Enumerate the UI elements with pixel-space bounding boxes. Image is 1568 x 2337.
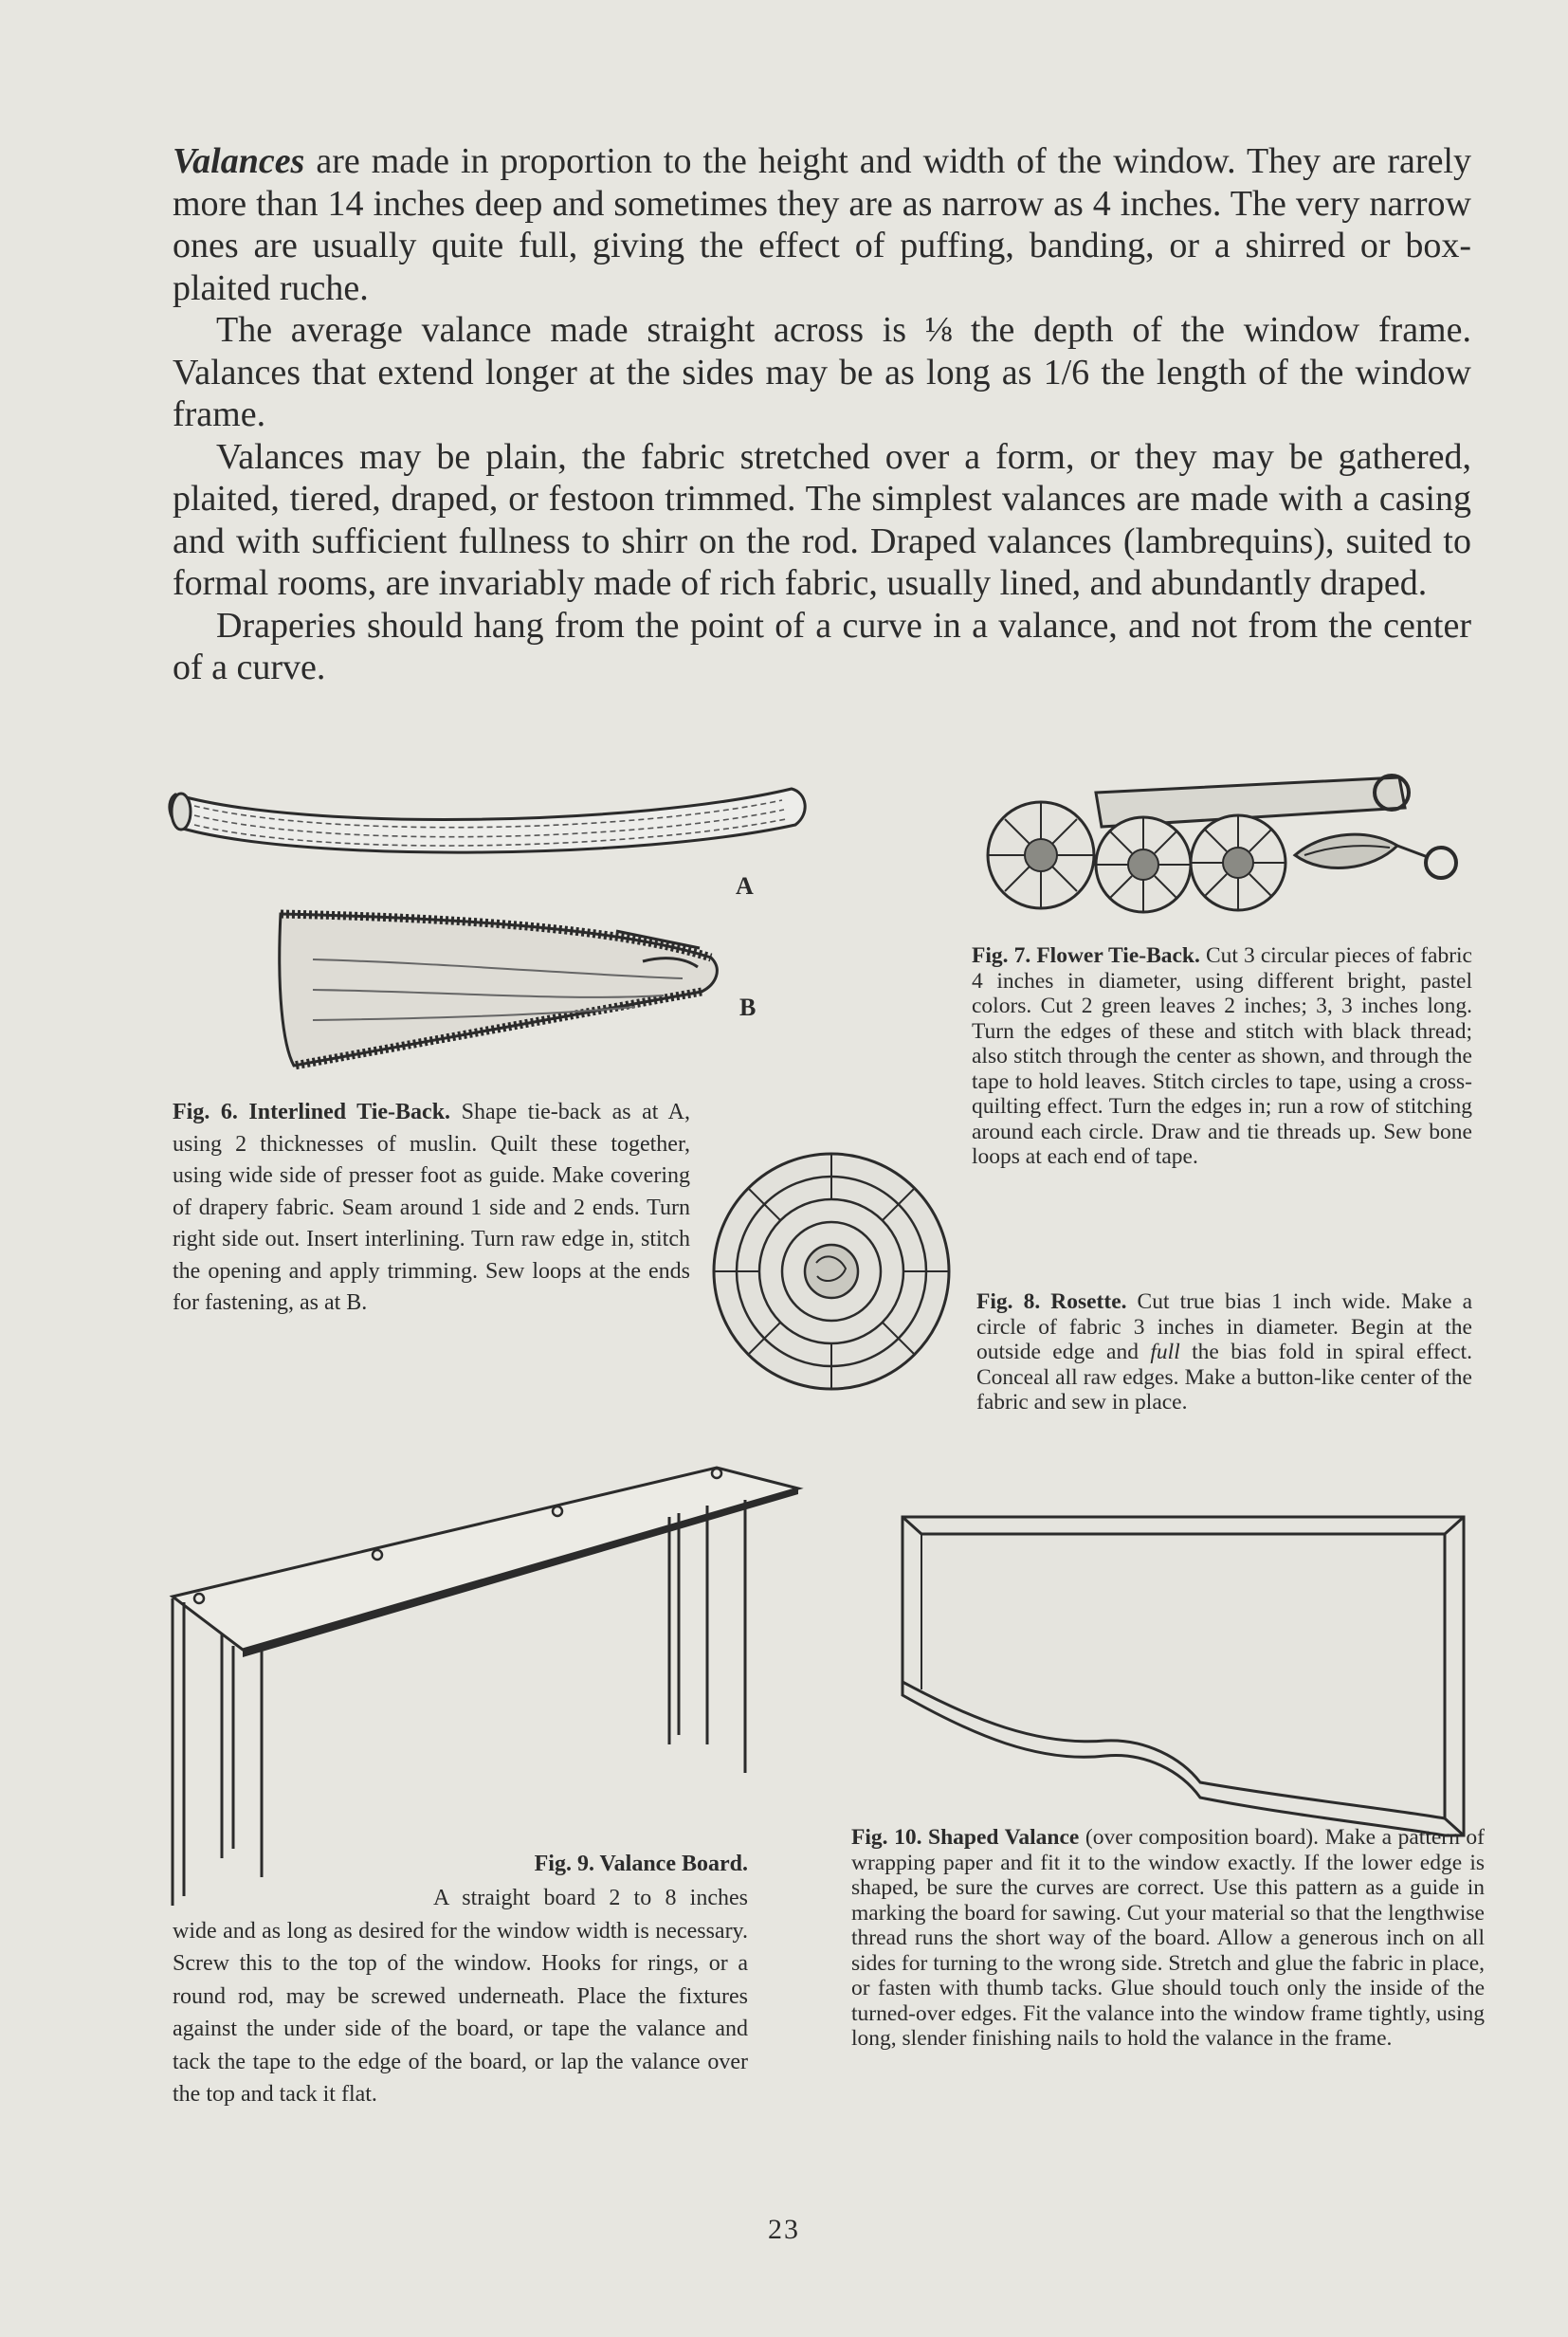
fig9-caption bbox=[173, 1882, 748, 2111]
fig10-text: Make a pattern of wrapping paper and fit it to the window exactly. If the lower edge is shaped, be sure the curves are correct. Use this pattern as a guide in marking the board for sawing. Cut your material so that the lengthwise thread runs the short way of the board. Allow a generous inch on all sides for turning to the wrong side. Stretch and glue the fabric in place, or fasten with thumb tacks. Glue should touch only the inside of the turned-over edges. Fit the valance into the window frame tightly, using long, slender finishing nails to hold the valance in the frame. bbox=[851, 1825, 1485, 2051]
fig10-shaped-valance-illustration bbox=[897, 1513, 1469, 1847]
fig8-text-full: full bbox=[1150, 1340, 1180, 1364]
fig6-label-b: B bbox=[739, 994, 757, 1021]
fig7-caption bbox=[972, 943, 1472, 1170]
intro-text bbox=[173, 140, 1471, 689]
fig7-title: Fig. 7. Flower Tie-Back. bbox=[972, 943, 1200, 968]
fig6-text: Shape tie-back as at A, using 2 thicknesses of muslin. Quilt these together, using wide side of presser foot as guide. Make covering of drapery fabric. Seam around 1 side and 2 ends. Turn right side out. Insert interlining. Turn raw edge in, stitch the opening and apply trimming. Sew loops at the ends for fastening, as at B. bbox=[173, 1100, 690, 1315]
fig9-text: A straight board 2 to 8 inches wide and as long as desired for the window width is necessary. Screw this to the top of the window. Hooks for rings, or a round rod, may be screwed underneath. Place the fixtures against the under side of the board, or tape the valance and tack the tape to the edge of the board, or lap the valance over the top and tack it flat. bbox=[173, 1886, 748, 2107]
fig10-title-rest: (over composition board). bbox=[1079, 1825, 1320, 1850]
fig9-title-block bbox=[433, 1849, 748, 1881]
fig6-title: Fig. 6. Interlined Tie-Back. bbox=[173, 1100, 451, 1124]
fig8-text-a: Cut true bias 1 inch wide. Make a circle of fabric 3 inches in diameter. Begin at the outside edge and bbox=[976, 1289, 1472, 1364]
fig7-flower-tieback-illustration bbox=[982, 764, 1475, 925]
fig8-caption bbox=[976, 1289, 1472, 1415]
fig8-title: Fig. 8. Rosette. bbox=[976, 1289, 1127, 1314]
page-number: 23 bbox=[768, 2214, 800, 2245]
fig6-tieback-a-illustration bbox=[166, 766, 811, 880]
fig8-rosette-illustration bbox=[707, 1147, 956, 1396]
intro-paragraph-2: The average valance made straight across is ⅛ the depth of the window frame. Valances that extend longer at the sides may be as long as 1/6 the length of the window frame. bbox=[173, 310, 1471, 434]
intro-paragraph-1 bbox=[173, 140, 1471, 309]
fig7-text: Cut 3 circular pieces of fabric 4 inches in diameter, using different bright, pastel colors. Cut 2 green leaves 2 inches; 3, 3 inches long. Turn the edges of these and stitch with black thread; also stitch through the center as shown, and through the tape to hold leaves. Stitch circles to tape, using a cross-quilting effect. Turn the edges in; run a row of stitching around each circle. Draw and tie threads up. Sew bone loops at each end of tape. bbox=[972, 943, 1472, 1169]
fig10-title: Fig. 10. Shaped Valance bbox=[851, 1825, 1080, 1850]
intro-paragraph-4: Draperies should hang from the point of a curve in a valance, and not from the center of a curve. bbox=[173, 605, 1471, 687]
fig6-tieback-b-illustration bbox=[256, 903, 730, 1078]
fig6-caption bbox=[173, 1097, 690, 1320]
fig9-valance-board-illustration bbox=[167, 1460, 811, 1915]
lead-word: Valances bbox=[173, 141, 305, 181]
fig8-text-b: the bias fold in spiral effect. Conceal all raw edges. Make a button-like center of the fabric and sew in place. bbox=[976, 1340, 1472, 1415]
fig6-label-a: A bbox=[736, 872, 754, 900]
intro-paragraph-3: Valances may be plain, the fabric stretched over a form, or they may be gathered, plaited, tiered, draped, or festoon trimmed. The simplest valances are made with a casing and with sufficient fullness to shirr on the rod. Draped valances (lambrequins), suited to formal rooms, are invariably made of rich fabric, usually lined, and abundantly draped. bbox=[173, 436, 1471, 603]
fig9-title: Fig. 9. Valance Board. bbox=[534, 1852, 748, 1876]
fig10-caption bbox=[851, 1825, 1485, 2052]
intro-p1-rest: are made in proportion to the height and width of the window. They are rarely more than 14 inches deep and sometimes they are as narrow as 4 inches. The very narrow ones are usually quite full, giving the effect of puffing, banding, or a shirred or box-plaited ruche. bbox=[173, 141, 1471, 308]
